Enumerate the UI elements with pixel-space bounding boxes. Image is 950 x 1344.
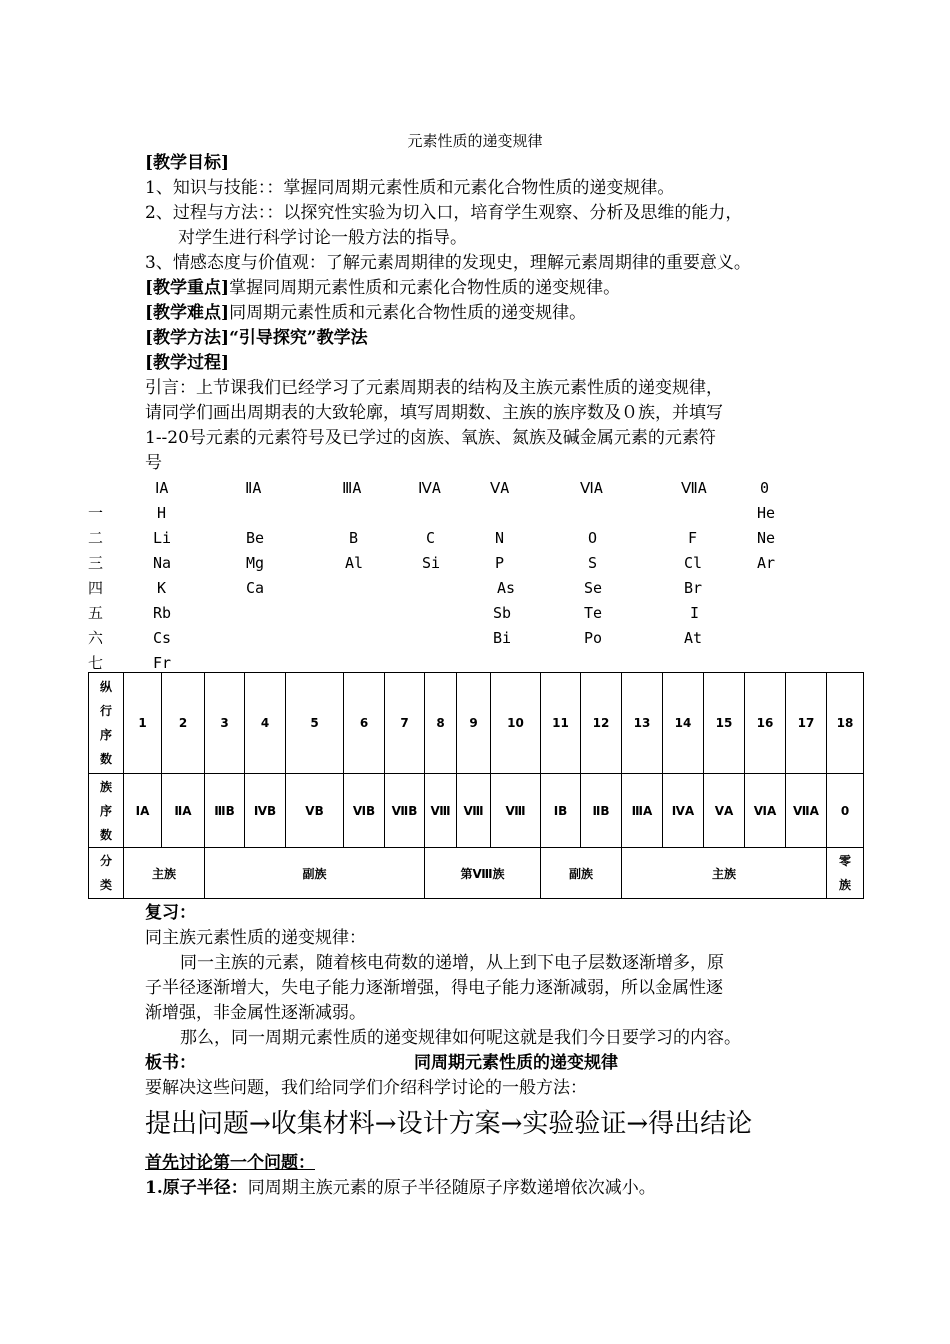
intro-line-1: 引言：上节课我们已经学习了元素周期表的结构及主族元素性质的递变规律， <box>145 378 723 398</box>
category-cell: 第Ⅷ族 <box>425 848 541 899</box>
table-cell: 16 <box>745 673 786 774</box>
objective-2: 2、过程与方法：：以探究性实验为切入口，培育学生观察、分析及思维的能力， <box>145 203 743 223</box>
table-cell: 15 <box>704 673 745 774</box>
group-label: ⅤA <box>490 479 510 497</box>
table-cell: 17 <box>786 673 827 774</box>
method-intro: 要解决这些问题，我们给同学们介绍科学讨论的一般方法： <box>145 1078 587 1098</box>
table-cell: ⅤB <box>286 774 344 848</box>
element-symbol: Rb <box>153 604 172 622</box>
period-label: 五 <box>88 604 104 622</box>
atomic-radius-label: 1.原子半径： <box>145 1178 248 1198</box>
group-label: ⅥA <box>580 479 603 497</box>
table-cell: 9 <box>457 673 491 774</box>
table-cell: 11 <box>541 673 581 774</box>
table-cell: ⅦA <box>786 774 827 848</box>
element-symbol: Fr <box>153 654 172 672</box>
table-cell: ⅣB <box>245 774 286 848</box>
table-cell: 8 <box>425 673 457 774</box>
element-symbol: P <box>495 554 505 572</box>
element-symbol: As <box>497 579 516 597</box>
group-label: ⅠA <box>155 479 169 497</box>
intro-line-2: 请同学们画出周期表的大致轮廓，填写周期数、主族的族序数及０族，并填写 <box>145 403 723 423</box>
element-symbol: Se <box>584 579 603 597</box>
objective-2-cont: 对学生进行科学讨论一般方法的指导。 <box>178 228 467 248</box>
difficulty <box>145 302 586 324</box>
element-symbol: K <box>157 579 167 597</box>
difficulty-label: [教学难点] <box>145 303 230 323</box>
atomic-radius <box>145 1177 656 1199</box>
period-label: 七 <box>88 654 104 672</box>
element-symbol: Ar <box>757 554 776 572</box>
board-title: 同周期元素性质的递变规律 <box>414 1053 618 1073</box>
group-reference-table <box>88 672 864 899</box>
period-label: 四 <box>88 579 104 597</box>
table-cell: 10 <box>491 673 541 774</box>
table-cell: 3 <box>205 673 245 774</box>
key-point-label: [教学重点] <box>145 278 230 298</box>
category-cell: 主族 <box>124 848 205 899</box>
element-symbol: Ca <box>246 579 265 597</box>
table-row <box>89 774 864 848</box>
category-cell: 副族 <box>541 848 622 899</box>
element-symbol: At <box>684 629 703 647</box>
element-symbol: Te <box>584 604 603 622</box>
element-symbol: Cl <box>684 554 703 572</box>
process-heading: [教学过程] <box>145 353 230 373</box>
row-header <box>89 848 124 899</box>
objective-1: 1、知识与技能：：掌握同周期元素性质和元素化合物性质的递变规律。 <box>145 178 675 198</box>
objectives-heading: [教学目标] <box>145 153 230 173</box>
table-row <box>89 848 864 899</box>
difficulty-text: 同周期元素性质和元素化合物性质的递变规律。 <box>229 303 587 323</box>
period-label: 二 <box>88 529 104 547</box>
table-cell: 7 <box>385 673 425 774</box>
element-symbol: S <box>588 554 598 572</box>
element-symbol: N <box>495 529 505 547</box>
row-header-text: 纵 行 序 数 <box>99 680 112 766</box>
first-discuss: 首先讨论第一个问题： <box>145 1153 315 1173</box>
table-cell: 2 <box>162 673 205 774</box>
table-cell: Ⅷ <box>491 774 541 848</box>
category-cell <box>827 848 864 899</box>
table-cell: Ⅷ <box>457 774 491 848</box>
review-transition: 那么，同一周期元素性质的递变规律如何呢这就是我们今日要学习的内容。 <box>180 1028 741 1048</box>
table-cell: ⅣA <box>663 774 704 848</box>
element-symbol: B <box>349 529 359 547</box>
table-cell: 6 <box>344 673 385 774</box>
element-symbol: Ne <box>757 529 776 547</box>
table-cell: ⅠA <box>124 774 162 848</box>
period-label: 一 <box>88 504 104 522</box>
element-symbol: Be <box>246 529 265 547</box>
key-point-text: 掌握同周期元素性质和元素化合物性质的递变规律。 <box>229 278 621 298</box>
category-cell: 副族 <box>205 848 425 899</box>
group-label: ⅣA <box>418 479 441 497</box>
table-cell: ⅥB <box>344 774 385 848</box>
table-cell: ⅡA <box>162 774 205 848</box>
objective-3: 3、情感态度与价值观：了解元素周期律的发现史，理解元素周期律的重要意义。 <box>145 253 751 273</box>
table-cell: 12 <box>581 673 622 774</box>
row-header <box>89 673 124 774</box>
review-heading: 复习： <box>145 903 196 923</box>
table-cell: Ⅷ <box>425 774 457 848</box>
group-label: ⅢA <box>342 479 362 497</box>
table-cell: ⅤA <box>704 774 745 848</box>
table-cell: 1 <box>124 673 162 774</box>
element-symbol: Sb <box>493 604 512 622</box>
review-line-1: 同一主族的元素，随着核电荷数的递增，从上到下电子层数逐渐增多，原 <box>180 953 724 973</box>
table-row <box>89 673 864 774</box>
table-cell: ⅡB <box>581 774 622 848</box>
row-header <box>89 774 124 848</box>
category-text: 零 族 <box>838 854 851 892</box>
key-point <box>145 277 620 299</box>
element-symbol: F <box>688 529 698 547</box>
element-symbol: O <box>588 529 598 547</box>
atomic-radius-text: 同周期主族元素的原子半径随原子序数递增依次减小。 <box>247 1178 656 1198</box>
element-symbol: C <box>426 529 436 547</box>
group-label: ⅡA <box>245 479 262 497</box>
table-cell: 18 <box>827 673 864 774</box>
element-symbol: H <box>157 504 167 522</box>
row-header-text: 族 序 数 <box>99 779 112 842</box>
element-symbol: Si <box>422 554 441 572</box>
element-symbol: Po <box>584 629 603 647</box>
period-label: 三 <box>88 554 104 572</box>
category-cell: 主族 <box>622 848 827 899</box>
group-label: 0 <box>760 479 770 497</box>
group-label: ⅦA <box>681 479 707 497</box>
element-symbol: Li <box>153 529 172 547</box>
board-label: 板书： <box>145 1053 196 1073</box>
table-cell: ⅠB <box>541 774 581 848</box>
element-symbol: Mg <box>246 554 265 572</box>
element-symbol: Bi <box>493 629 512 647</box>
table-cell: 0 <box>827 774 864 848</box>
method-heading: [教学方法]“引导探究”教学法 <box>145 328 368 348</box>
element-symbol: Al <box>345 554 364 572</box>
review-line-2: 子半径逐渐增大，失电子能力逐渐增强，得电子能力逐渐减弱，所以金属性逐 <box>145 978 723 998</box>
page-title: 元素性质的递变规律 <box>407 132 543 150</box>
element-symbol: He <box>757 504 776 522</box>
table-cell: 13 <box>622 673 663 774</box>
review-line-3: 渐增强，非金属性逐渐减弱。 <box>145 1003 366 1023</box>
table-cell: ⅥA <box>745 774 786 848</box>
review-subtitle: 同主族元素性质的递变规律： <box>145 928 366 948</box>
period-label: 六 <box>88 629 104 647</box>
element-symbol: Na <box>153 554 172 572</box>
element-symbol: Cs <box>153 629 172 647</box>
intro-line-3: 1--20号元素的元素符号及已学过的卤族、氧族、氮族及碱金属元素的元素符 <box>145 428 716 448</box>
table-cell: ⅢB <box>205 774 245 848</box>
element-symbol: Br <box>684 579 703 597</box>
table-cell: 4 <box>245 673 286 774</box>
table-cell: ⅢA <box>622 774 663 848</box>
table-cell: ⅦB <box>385 774 425 848</box>
element-symbol: I <box>690 604 700 622</box>
table-cell: 5 <box>286 673 344 774</box>
intro-line-4: 号 <box>145 453 162 473</box>
table-cell: 14 <box>663 673 704 774</box>
method-steps: 提出问题→收集材料→设计方案→实验验证→得出结论 <box>145 1109 753 1139</box>
row-header-text: 分 类 <box>99 854 112 892</box>
